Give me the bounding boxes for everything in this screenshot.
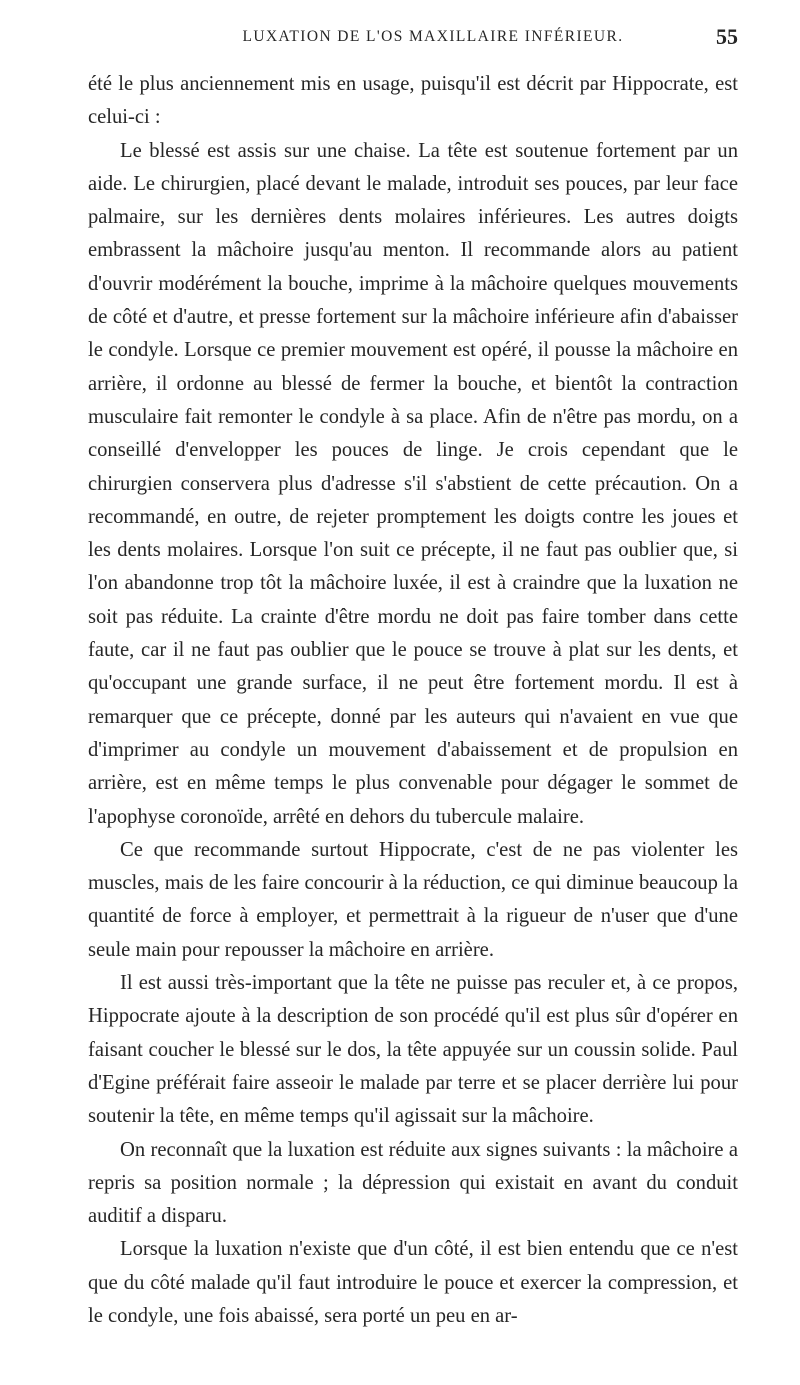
running-head xyxy=(88,26,738,56)
paragraph-reduction-signs: On reconnaît que la luxation est réduite aux signes suivants : la mâchoire a repris sa position normale ; la dépression qui existait en avant du conduit auditif a disparu. xyxy=(88,1138,738,1228)
page-number: 55 xyxy=(716,24,738,49)
paragraph-continued: été le plus anciennement mis en usage, puisqu'il est décrit par Hippocrate, est celui-ci : xyxy=(88,73,738,129)
paragraph-hippocrates-method: Le blessé est assis sur une chaise. La tête est soutenue fortement par un aide. Le chirurgien, placé devant le malade, introduit ses pouces, par leur face palmaire, sur les dernières dents molaires inférieures. Les autres doigts embrassent la mâchoire jusqu'au menton. Il recommande alors au patient d'ouvrir modérément la bouche, imprime à la mâchoire quelques mouvements de côté et d'autre, et presse fortement sur la mâchoire inférieure afin d'abaisser le condyle. Lorsque ce premier mouvement est opéré, il pousse la mâchoire en arrière, il ordonne au blessé de fermer la bouche, et bientôt la contraction musculaire fait remonter le condyle à sa place. Afin de n'être pas mordu, on a conseillé d'envelopper les pouces de linge. Je crois cependant que le chirurgien conservera plus d'adresse s'il s'abstient de cette précaution. On a recommandé, en outre, de rejeter promptement les doigts contre les joues et les dents molaires. Lorsque l'on suit ce précepte, il ne faut pas oublier que, si l'on abandonne trop tôt la mâchoire luxée, il est à craindre que la luxation ne soit pas réduite. La crainte d'être mordu ne doit pas faire tomber dans cette faute, car il ne faut pas oublier que le pouce se trouve à plat sur les dents, et qu'occupant une grande surface, il ne peut être fortement mordu. Il est à remarquer que ce précepte, donné par les auteurs qui n'avaient en vue que d'imprimer au condyle un mouvement d'abaissement et de propulsion en arrière, est en même temps le plus convenable pour dégager le sommet de l'apophyse coronoïde, arrêté en dehors du tubercule malaire. xyxy=(88,139,738,828)
paragraph-unilateral-luxation: Lorsque la luxation n'existe que d'un côté, il est bien entendu que ce n'est que du côté malade qu'il faut introduire le pouce et exercer la compression, et le condyle, une fois abaissé, sera porté un peu en ar- xyxy=(88,1238,738,1327)
running-title: LUXATION DE L'OS MAXILLAIRE INFÉRIEUR. xyxy=(242,28,624,45)
paragraph-head-position: Il est aussi très-important que la tête ne puisse pas reculer et, à ce propos, Hippocrate ajoute à la description de son procédé qu'il est plus sûr d'opérer en faisant coucher le blessé sur le dos, la tête appuyée sur un coussin solide. Paul d'Egine préférait faire asseoir le malade par terre et se placer derrière lui pour soutenir la tête, en même temps qu'il agissait sur la mâchoire. xyxy=(88,972,738,1128)
paragraph-muscles: Ce que recommande surtout Hippocrate, c'est de ne pas violenter les muscles, mais de les faire concourir à la réduction, ce qui diminue beaucoup la quantité de force à employer, et permettrait à la rigueur de n'user que d'une seule main pour repousser la mâchoire en arrière. xyxy=(88,838,738,961)
